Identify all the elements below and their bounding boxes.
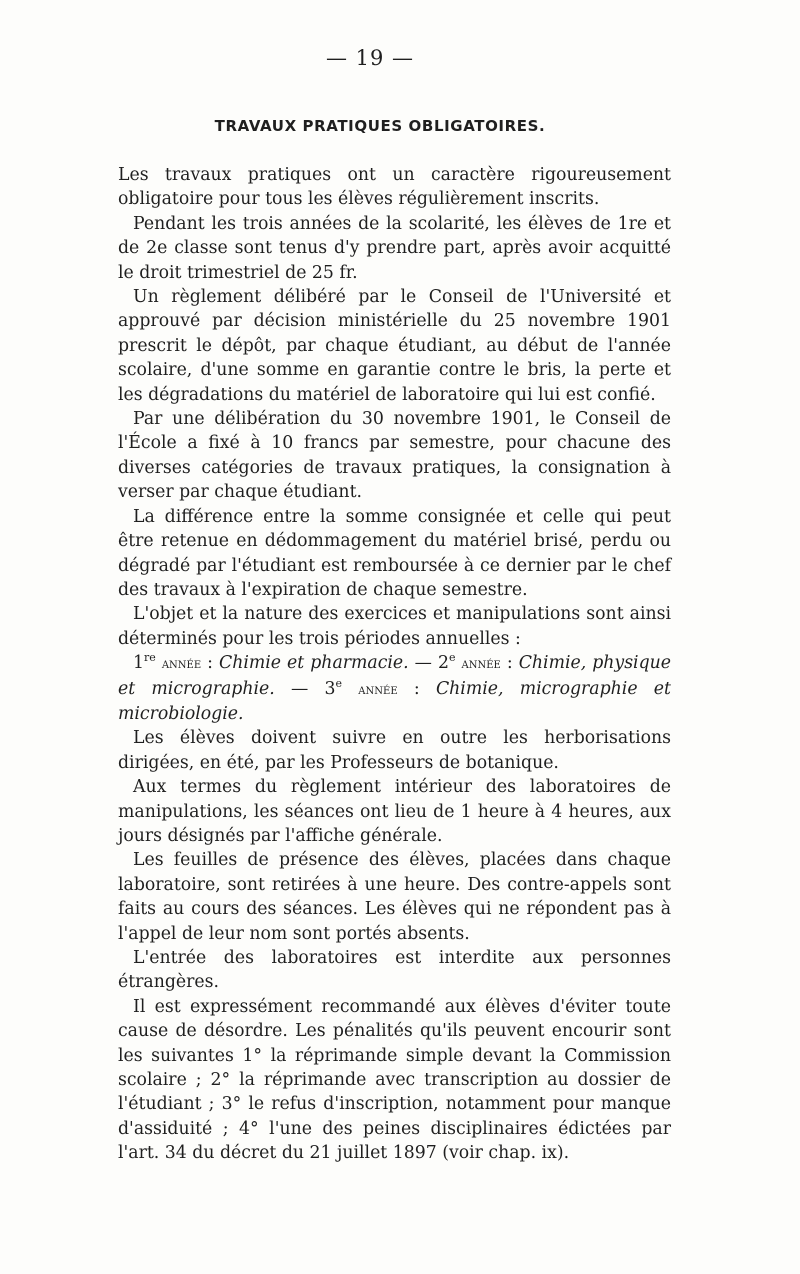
paragraph: L'objet et la nature des exercices et manipulations sont ainsi déterminés pour les trois périodes annuelles : [118,604,671,649]
annee-2-number: 2 [437,653,449,674]
paragraph: Aux termes du règlement intérieur des laboratoires de manipulations, les séances ont lieu de 1 heure à 4 heures, aux jours désignés par l'affiche générale. [118,777,671,846]
annee-label: année [161,656,202,673]
annee-3-number: 3 [324,678,336,699]
page-number: — 19 — [325,46,415,70]
paragraph: Les travaux pratiques ont un caractère rigoureusement obligatoire pour tous les élèves régulièrement inscrits. [118,165,671,210]
paragraph: Il est expressément recommandé aux élèves d'éviter toute cause de désordre. Les pénalités qu'ils peuvent encourir sont les suivantes 1° la réprimande simple devant la Commission scolaire ; 2° la réprimande avec transcription au dossier de l'étudiant ; 3° le refus d'inscription, notamment pour manque d'assiduité ; 4° l'une des peines disciplinaires édictées par l'art. 34 du décret du 21 juillet 1897 (voir chap. ix). [118,996,671,1164]
paragraph: Les élèves doivent suivre en outre les herborisations dirigées, en été, par les Professeurs de botanique. [118,728,671,773]
annee-1-suffix: re [144,651,156,665]
annee-3-suffix: e [335,676,343,690]
paragraph: Pendant les trois années de la scolarité, les élèves de 1re et de 2e classe sont tenus d'y prendre part, après avoir acquitté le droit trimestriel de 25 fr. [118,213,671,283]
body-text [118,163,671,1166]
annee-3-subjects: Chimie, micrographie et microbiologie. [118,678,671,724]
paragraph: La différence entre la somme consignée et celle qui peut être retenue en dédommagement du matériel brisé, perdu ou dégradé par l'étudiant est remboursée à ce dernier par le chef des travaux à l'expiration de chaque semestre. [118,506,671,600]
paragraph: Un règlement délibéré par le Conseil de l'Université et approuvé par décision ministérielle du 25 novembre 1901 prescrit le dépôt, par chaque étudiant, au début de l'année scolaire, d'une somme en garantie contre le bris, la perte et les dégradations du matériel de laboratoire qui lui est confié. [118,287,671,405]
annee-label: année [461,656,501,673]
annee-1-subjects: Chimie et pharmacie. [219,653,409,674]
paragraph: Les feuilles de présence des élèves, placées dans chaque laboratoire, sont retirées à une heure. Des contre-appels sont faits au cours des séances. Les élèves qui ne répondent pas à l'appel de leur nom sont portés absents. [118,850,671,944]
annee-2-subjects: Chimie, physique et micrographie. [118,653,672,699]
annee-1-number: 1 [133,653,144,674]
section-heading: TRAVAUX PRATIQUES OBLIGATOIRES. [214,117,546,135]
annee-label: année [358,681,398,698]
paragraph: Par une délibération du 30 novembre 1901, le Conseil de l'École a fixé à 10 francs par semestre, pour chacune des diverses catégories de travaux pratiques, la consignation à verser par chaque étudiant. [118,409,671,503]
paragraph: L'entrée des laboratoires est interdite aux personnes étrangères. [118,948,671,993]
annee-2-suffix: e [448,651,456,665]
annees-list: 1re année : Chimie et pharmacie. — 2e année : Chimie, physique et micrographie. — 3e année : Chimie, micrographie et microbiologie. [118,651,672,724]
